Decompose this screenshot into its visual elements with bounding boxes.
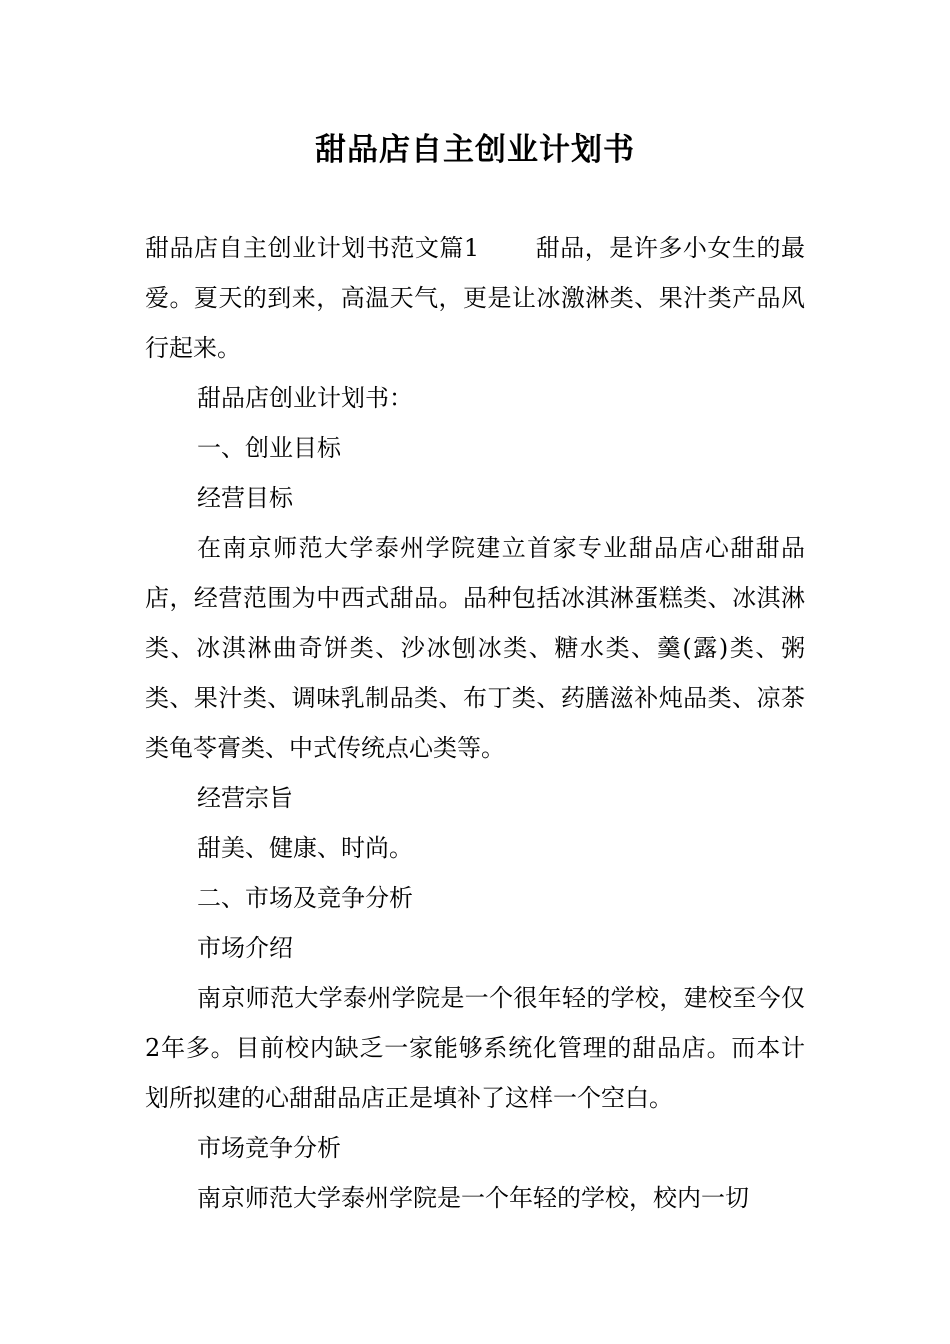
paragraph-business-tenet: 甜美、健康、时尚。: [197, 834, 413, 862]
paragraph-competition: 南京师范大学泰州学院是一个年轻的学校，校内一切: [197, 1184, 749, 1212]
document-title: 甜品店自主创业计划书: [315, 132, 635, 168]
subheading-competition: 市场竞争分析: [197, 1134, 341, 1162]
intro-paragraph: [145, 223, 805, 373]
paragraph-market-intro: 南京师范大学泰州学院是一个很年轻的学校，建校至今仅2年多。目前校内缺乏一家能够系统化管理的甜品店。而本计划所拟建的心甜甜品店正是填补了这样一个空白。: [145, 984, 805, 1112]
section-heading-market: 二、市场及竞争分析: [197, 884, 413, 912]
document-body: [145, 223, 805, 1223]
intro-lead: 甜品店自主创业计划书范文篇1: [145, 234, 480, 262]
subheading-business-goal: 经营目标: [197, 484, 293, 512]
subheading-market-intro: 市场介绍: [197, 934, 293, 962]
paragraph-business-goal: 在南京师范大学泰州学院建立首家专业甜品店心甜甜品店，经营范围为中西式甜品。品种包括冰淇淋蛋糕类、冰淇淋类、冰淇淋曲奇饼类、沙冰刨冰类、糖水类、羹(露)类、粥类、果汁类、调味乳制品类、布丁类、药膳滋补炖品类、凉茶类龟苓膏类、中式传统点心类等。: [145, 534, 805, 762]
subheading-business-tenet: 经营宗旨: [197, 784, 293, 812]
intro-rest: 甜品，是许多小女生的最爱。夏天的到来，高温天气，更是让冰激淋类、果汁类产品风行起来。: [145, 234, 806, 362]
section-heading-goals: 一、创业目标: [197, 434, 341, 462]
paragraph-plan-heading: 甜品店创业计划书：: [197, 384, 413, 412]
